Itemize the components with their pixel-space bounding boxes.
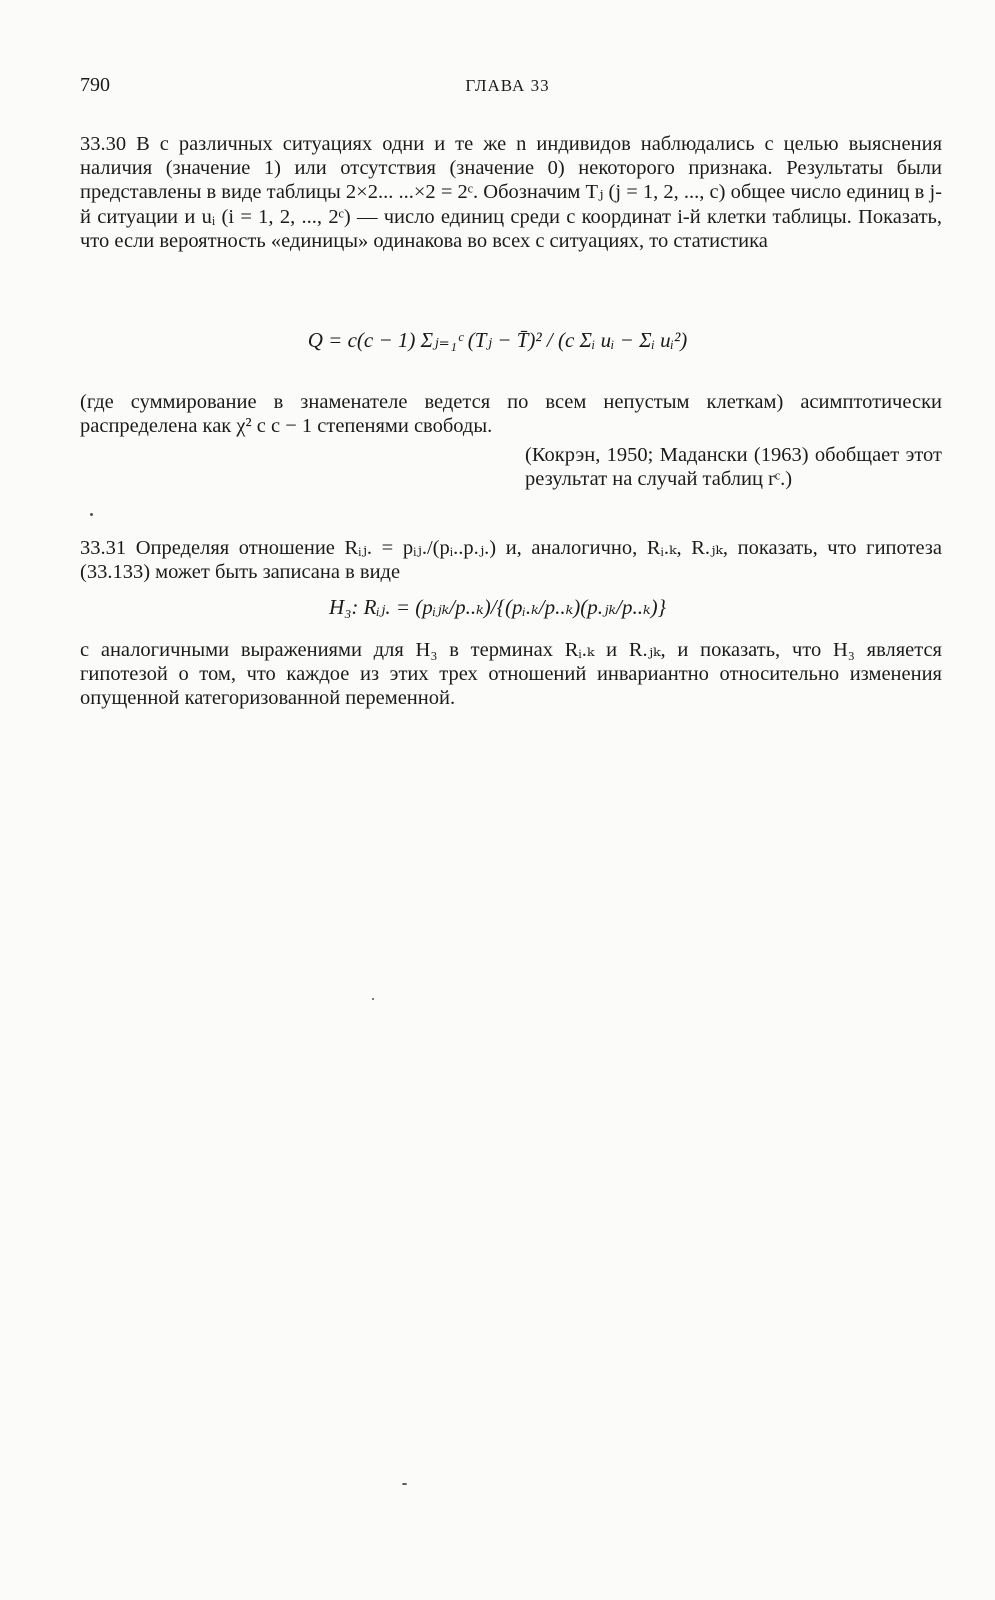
- page-number: 790: [80, 74, 110, 96]
- exercise-33-30-continuation: (где суммирование в знаменателе ведется по всем непустым клеткам) асимптотически распределена как χ² с c − 1 степенями свободы.: [80, 391, 942, 438]
- scan-speck: [402, 1483, 407, 1485]
- formula-q-statistic: Q = c(c − 1) Σⱼ₌₁ᶜ (Tⱼ − T̄)² / (c Σᵢ uᵢ − Σᵢ uᵢ²): [307, 328, 688, 352]
- exercise-33-31-continuation: с аналогичными выражениями для H₃ в терминах Rᵢ.ₖ и R.ⱼₖ, и показать, что H₃ является гипотезой о том, что каждое из этих трех отношений инвариантно относительно изменения опущенной категоризованной переменной.: [80, 639, 942, 710]
- exercise-33-30-reference-note: (Кокрэн, 1950; Мадански (1963) обобщает этот результат на случай таблиц rᶜ.): [525, 444, 942, 491]
- chapter-title: ГЛАВА 33: [465, 76, 550, 95]
- exercise-33-30-text: 33.30 В c различных ситуациях одни и те же n индивидов наблюдались с целью выяснения наличия (значение 1) или отсутствия (значение 0) некоторого признака. Результаты были представлены в виде таблицы 2×2... ...×2 = 2ᶜ. Обозначим Tⱼ (j = 1, 2, ..., c) общее число единиц в j-й ситуации и uᵢ (i = 1, 2, ..., 2ᶜ) — число единиц среди c координат i-й клетки таблицы. Показать, что если вероятность «единицы» одинакова во всех c ситуациях, то статистика: [80, 133, 942, 252]
- formula-h3-hypothesis: H₃: Rᵢⱼ. = (pᵢⱼₖ/p..ₖ)/{(pᵢ.ₖ/p..ₖ)(p.ⱼₖ/p..ₖ)}: [328, 595, 667, 619]
- scan-speck: [372, 998, 374, 1000]
- running-header: [80, 74, 935, 100]
- exercise-33-31-text: 33.31 Определяя отношение Rᵢⱼ. = pᵢⱼ./(pᵢ..p.ⱼ.) и, аналогично, Rᵢ.ₖ, R.ⱼₖ, показать, что гипотеза (33.133) может быть записана в виде: [80, 537, 942, 584]
- scan-speck: [90, 513, 93, 516]
